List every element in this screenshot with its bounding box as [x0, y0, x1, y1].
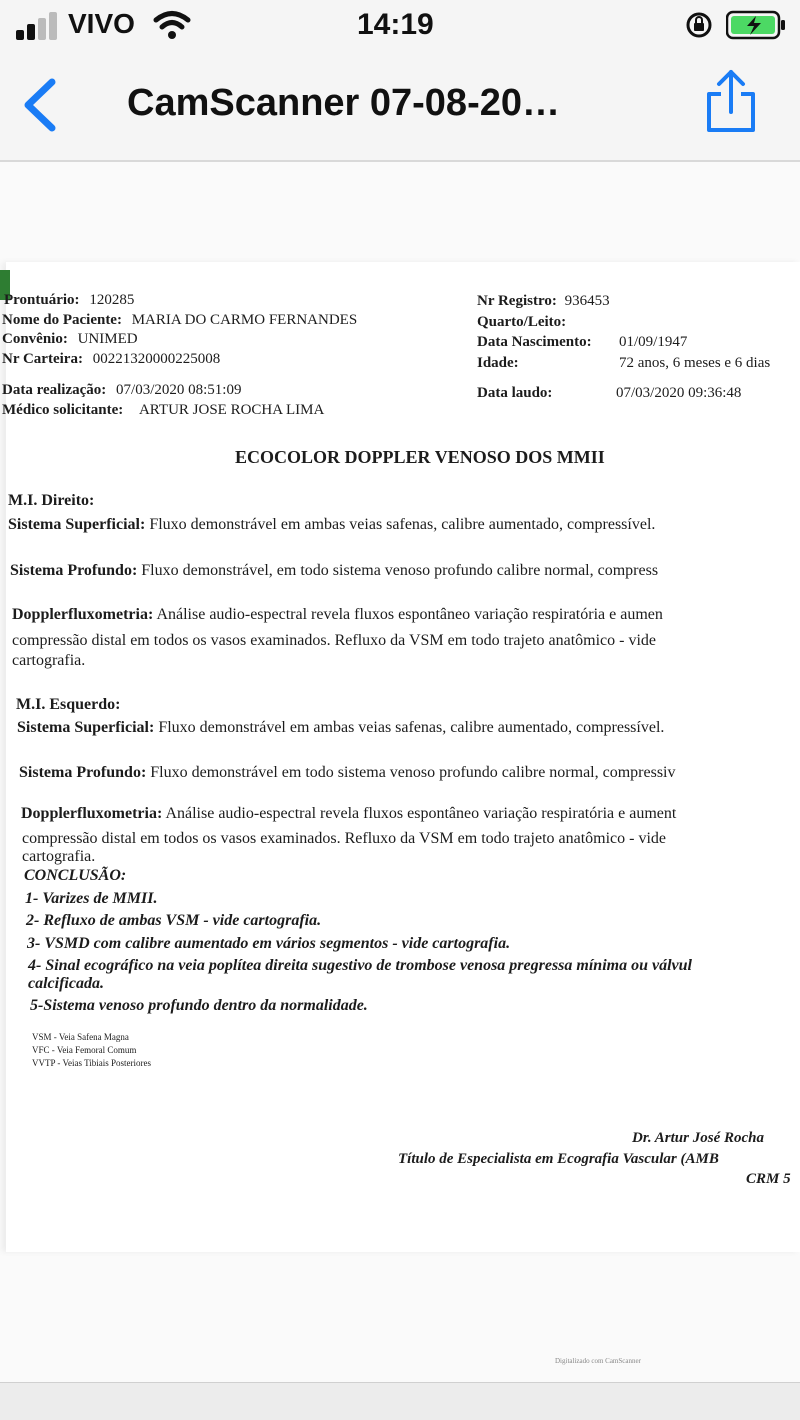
data-realizacao-field: [2, 382, 241, 399]
abbreviation-line: VSM - Veia Safena Magna: [32, 1032, 129, 1042]
back-button[interactable]: [14, 74, 68, 134]
section-text: Análise audio-espectral revela fluxos espontâneo variação respiratória e aument: [165, 805, 677, 822]
section-text: Fluxo demonstrável em ambas veias safenas, calibre aumentado, compressível.: [149, 516, 656, 533]
field-label: Prontuário:: [4, 292, 80, 308]
signature-crm: CRM 5: [746, 1171, 791, 1187]
report-title: ECOCOLOR DOPPLER VENOSO DOS MMII: [235, 447, 605, 467]
field-label: Convênio:: [2, 331, 68, 347]
field-value: 120285: [89, 292, 135, 308]
right-doppler-line-3: cartografia.: [12, 652, 86, 669]
data-nascimento-field: [477, 334, 688, 351]
section-label: Sistema Profundo:: [19, 764, 147, 781]
right-doppler-line-2: compressão distal em todos os vasos examinados. Refluxo da VSM em todo trajeto anatômico - vide: [12, 632, 657, 649]
share-icon: [703, 68, 759, 136]
field-value: 07/03/2020 08:51:09: [116, 382, 242, 398]
medico-solicitante-field: [2, 402, 324, 419]
navigation-bar: [0, 52, 800, 162]
section-label: Sistema Profundo:: [10, 562, 138, 579]
left-limb-heading: M.I. Esquerdo:: [16, 696, 121, 713]
quarto-leito-field: [477, 314, 566, 331]
right-limb-heading: M.I. Direito:: [8, 492, 95, 509]
section-label: Sistema Superficial:: [17, 719, 155, 736]
field-label: Médico solicitante:: [2, 402, 124, 418]
section-label: Sistema Superficial:: [8, 516, 146, 533]
conclusion-item: calcificada.: [28, 975, 104, 992]
conclusion-heading: CONCLUSÃO:: [24, 867, 127, 884]
conclusion-item: 2- Refluxo de ambas VSM - vide cartografia.: [26, 912, 322, 929]
section-text: Fluxo demonstrável em todo sistema venoso profundo calibre normal, compressiv: [150, 764, 676, 781]
battery-icon: [726, 10, 786, 40]
field-label: Nome do Paciente:: [2, 312, 122, 328]
field-value: 936453: [564, 293, 610, 309]
field-value: UNIMED: [77, 331, 138, 347]
right-doppler-line-1: [12, 606, 663, 624]
data-laudo-field: [477, 385, 742, 402]
document-title: CamScanner 07-08-20…: [127, 82, 560, 124]
signature-title: Título de Especialista em Ecografia Vascular (AMB: [398, 1151, 719, 1167]
conclusion-item: 4- Sinal ecográfico na veia poplítea direita sugestivo de trombose venosa pregressa mínima ou válvul: [28, 957, 692, 974]
wifi-icon: [153, 10, 191, 40]
carrier-label: VIVO: [68, 8, 135, 39]
field-label: Data realização:: [2, 382, 107, 398]
section-label: Dopplerfluxometria:: [12, 606, 154, 623]
document-viewer[interactable]: [0, 162, 800, 1382]
field-value: 01/09/1947: [619, 334, 688, 350]
patient-name-field: [2, 312, 357, 329]
conclusion-item: 3- VSMD com calibre aumentado em vários segmentos - vide cartografia.: [27, 935, 511, 952]
conclusion-item: 5-Sistema venoso profundo dentro da normalidade.: [30, 997, 368, 1014]
right-profundo-line: [10, 562, 658, 580]
clock: 14:19: [357, 8, 434, 41]
left-doppler-line-1: [21, 805, 676, 823]
bottom-bar: [0, 1382, 800, 1420]
field-value: 72 anos, 6 meses e 6 dias: [619, 355, 771, 371]
status-bar: [0, 0, 800, 52]
idade-field: [477, 355, 771, 372]
rotation-lock-icon: [684, 10, 714, 40]
signature-name: Dr. Artur José Rocha: [632, 1130, 764, 1146]
section-text: Análise audio-espectral revela fluxos espontâneo variação respiratória e aumen: [156, 606, 663, 623]
field-value: MARIA DO CARMO FERNANDES: [131, 312, 358, 328]
conclusion-item: 1- Varizes de MMII.: [25, 890, 158, 907]
abbreviation-line: VVTP - Veias Tibiais Posteriores: [32, 1058, 152, 1068]
left-doppler-line-3: cartografia.: [22, 848, 96, 865]
section-text: Fluxo demonstrável, em todo sistema venoso profundo calibre normal, compress: [141, 562, 659, 579]
camscanner-watermark: Digitalizado com CamScanner: [555, 1357, 641, 1365]
field-label: Data laudo:: [477, 385, 553, 401]
abbreviation-line: VFC - Veia Femoral Comum: [32, 1045, 137, 1055]
share-button[interactable]: [703, 68, 759, 136]
prontuario-field: [4, 292, 134, 309]
field-label: Idade:: [477, 355, 519, 371]
carteira-field: [2, 351, 220, 368]
left-profundo-line: [19, 764, 676, 782]
right-superficial-line: [8, 516, 655, 534]
left-superficial-line: [17, 719, 664, 737]
field-label: Nr Registro:: [477, 293, 557, 309]
field-label: Nr Carteira:: [2, 351, 83, 367]
section-label: Dopplerfluxometria:: [21, 805, 163, 822]
field-value: 07/03/2020 09:36:48: [616, 385, 742, 401]
chevron-left-icon: [14, 74, 68, 134]
field-label: Data Nascimento:: [477, 334, 592, 350]
section-text: Fluxo demonstrável em ambas veias safenas, calibre aumentado, compressível.: [158, 719, 665, 736]
nr-registro-field: [477, 293, 610, 310]
field-value: 00221320000225008: [92, 351, 221, 367]
field-value: ARTUR JOSE ROCHA LIMA: [138, 402, 325, 418]
convenio-field: [2, 331, 138, 348]
left-doppler-line-2: compressão distal em todos os vasos examinados. Refluxo da VSM em todo trajeto anatômico - vide: [22, 830, 667, 847]
signal-icon: [16, 10, 60, 40]
field-label: Quarto/Leito:: [477, 314, 567, 330]
